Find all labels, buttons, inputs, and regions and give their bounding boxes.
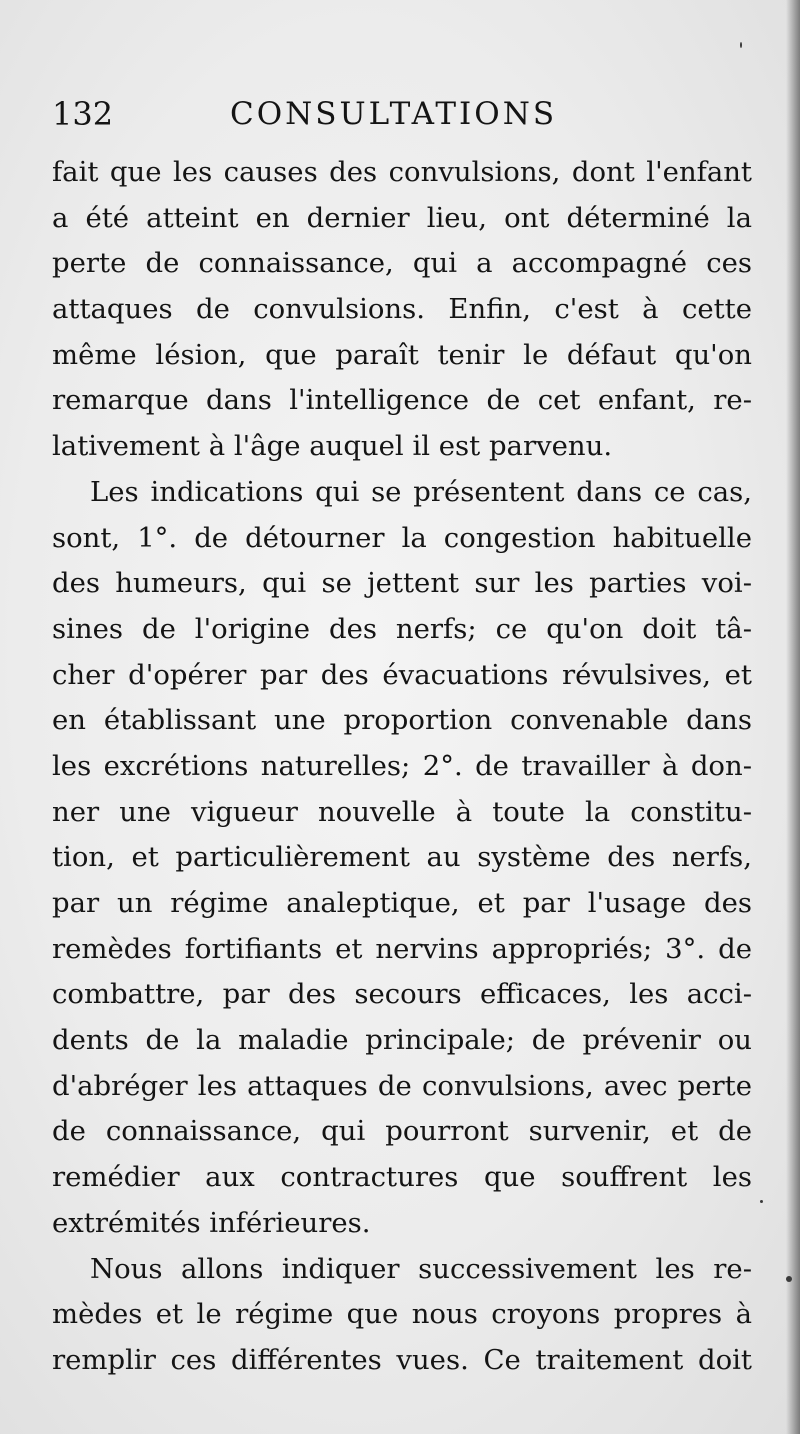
paper-speck xyxy=(740,42,742,48)
body-text xyxy=(52,150,752,1384)
header-title: CONSULTATIONS xyxy=(230,96,558,132)
text-line: par un régime analeptique, et par l'usage des xyxy=(52,887,752,919)
text-line: fait que les causes des convulsions, dont l'enfant xyxy=(52,156,752,188)
text-line: en établissant une proportion convenable dans xyxy=(52,704,752,737)
text-line: des humeurs, qui se jettent sur les parties voi- xyxy=(52,567,752,600)
text-line: remarque dans l'intelligence de cet enfant, re- xyxy=(52,384,752,417)
text-line: perte de connaissance, qui a accompagné ces xyxy=(52,247,752,280)
paragraph-start-line: Nous allons indiquer successivement les re- xyxy=(90,1252,752,1285)
text-line: remplir ces différentes vues. Ce traitement doit xyxy=(52,1343,752,1376)
text-line: attaques de convulsions. Enfin, c'est à cette xyxy=(52,293,752,326)
text-line: ner une vigueur nouvelle à toute la constitu- xyxy=(52,795,752,828)
text-line: lativement à l'âge auquel il est parvenu. xyxy=(52,430,613,463)
text-line: remèdes fortifiants et nervins appropriés; 3°. de xyxy=(52,932,752,965)
text-line: mèdes et le régime que nous croyons propres à xyxy=(52,1298,752,1331)
text-line: même lésion, que paraît tenir le défaut qu'on xyxy=(52,338,752,371)
paper-speck xyxy=(760,1200,763,1203)
text-line: combattre, par des secours efficaces, les acci- xyxy=(52,978,752,1011)
text-line: les excrétions naturelles; 2°. de travailler à don- xyxy=(52,749,752,782)
paragraph-start-line: Les indications qui se présentent dans ce cas, xyxy=(90,475,752,508)
text-line: d'abréger les attaques de convulsions, avec perte xyxy=(52,1069,752,1102)
text-line: sines de l'origine des nerfs; ce qu'on doit tâ- xyxy=(52,612,752,645)
text-line: remédier aux contractures que souffrent les xyxy=(52,1161,752,1194)
page-edge-shadow xyxy=(786,0,800,1434)
text-line: a été atteint en dernier lieu, ont déterminé la xyxy=(52,201,752,234)
text-line: de connaissance, qui pourront survenir, et de xyxy=(52,1115,752,1148)
text-line: sont, 1°. de détourner la congestion habituelle xyxy=(52,521,752,554)
running-head xyxy=(52,92,752,136)
text-line: cher d'opérer par des évacuations révulsives, et xyxy=(52,658,752,691)
text-line: extrémités inférieures. xyxy=(52,1206,371,1239)
paper-speck xyxy=(786,1276,792,1282)
text-line: tion, et particulièrement au système des nerfs, xyxy=(52,841,752,874)
text-line: dents de la maladie principale; de prévenir ou xyxy=(52,1024,752,1057)
page-number: 132 xyxy=(52,95,114,133)
